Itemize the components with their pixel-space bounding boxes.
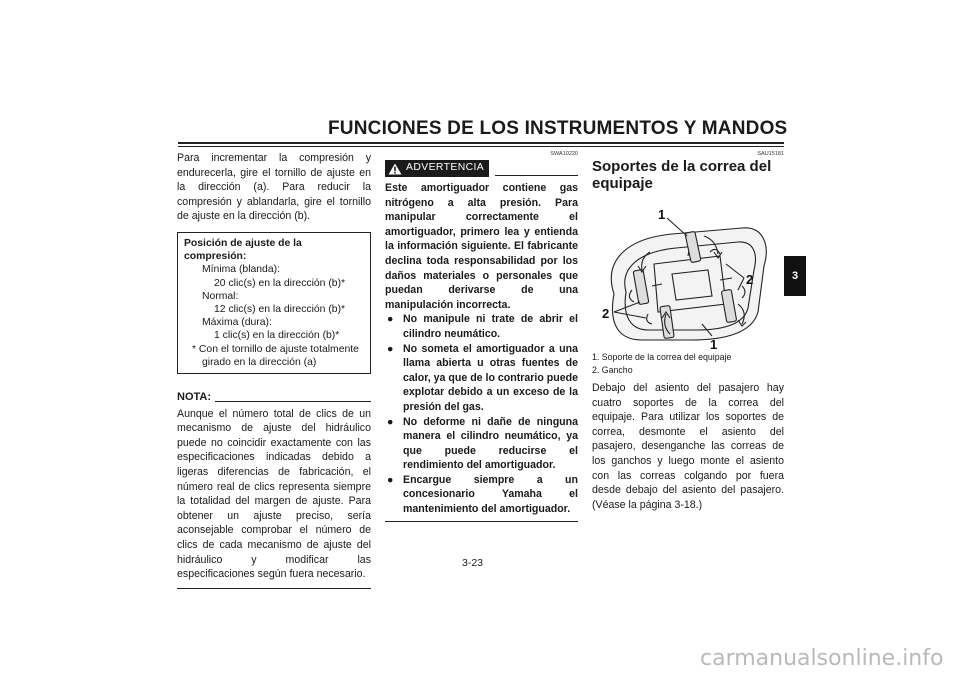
figure-label-one-top: 1 [658,207,666,222]
warning-triangle-icon [388,163,402,175]
warning-bullet [385,312,578,341]
page-header-title: FUNCIONES DE LOS INSTRUMENTOS Y MANDOS [328,118,788,139]
normal-value: 12 clic(s) en la dirección (b)* [214,303,346,315]
warning-code: SWA10220 [550,151,578,157]
nota-rule [215,401,371,402]
box-title: Posición de ajuste de la compresión: [184,237,302,263]
column-left [177,151,371,589]
normal-label: Normal: [202,290,239,302]
nota-heading [177,390,371,405]
max-label: Máxima (dura): [202,317,272,329]
nota-end-rule [177,588,371,589]
column-right [592,151,784,512]
header-rule-thick [178,142,784,144]
column-middle [385,151,578,522]
intro-paragraph: Para incrementar la compresión y endurecerla, gire el tornillo de ajuste en la dirección (a). Para reducir la compresión y ablandarla, gire el tornillo de ajuste en la dirección (b). [177,152,371,223]
warning-bullets [385,312,578,516]
warning-rule [495,175,578,176]
compression-settings-box [177,232,371,374]
caption-2: 2. Gancho [592,364,633,375]
bullet-text: No someta el amortiguador a una llama abierta u otras fuentes de calor, ya que de lo contrario puede explotar debido a un exceso de la presión del gas. [403,342,578,413]
warning-bullet [385,415,578,473]
caption-1: 1. Soporte de la correa del equipaje [592,352,732,362]
seat-underside-illustration [592,194,784,352]
warning-end-rule [385,521,578,522]
warning-text: Este amortiguador contiene gas nitrógeno a alta presión. Para manipular correctamente el amortiguador, primero lea y entienda la información siguiente. El fabricante declina toda responsabilidad por los daños materiales o personales que puedan derivarse de una manipulación incorrecta. [385,182,578,311]
footnote-line-1: * Con el tornillo de ajuste totalmente [192,343,359,355]
figure-label-two-left: 2 [602,306,610,321]
bullet-dot-icon: ● [387,342,394,355]
bullet-text: No deforme ni dañe de ninguna manera el cilindro neumático, ya que puede reducirse el rendimiento del amortiguador. [403,415,578,472]
nota-label: NOTA: [177,391,212,403]
section-body: Debajo del asiento del pasajero hay cuatro soportes de la correa del equipaje. Para utilizar los soportes de correa, desmonte el asiento del pasajero, desenganche las correas de los ganchos y luego monte el asiento con las correas colgando por fuera desde debajo del asiento del pasajero. (Véase la página 3-18.) [592,382,784,511]
watermark: carmanualsonline.info [700,646,944,671]
warning-bullet [385,342,578,415]
bullet-dot-icon: ● [387,415,394,428]
warning-heading [385,160,578,177]
max-value: 1 clic(s) en la dirección (b)* [214,330,340,342]
footnote-line-2: girado en la dirección (a) [202,356,317,368]
figure-label-one-bottom: 1 [710,337,718,352]
bullet-dot-icon: ● [387,473,394,486]
bullet-text: Encargue siempre a un concesionario Yamaha el mantenimiento del amortiguador. [403,473,578,516]
page-number: 3-23 [462,557,484,569]
header-rule-thin [178,146,784,147]
chapter-tab: 3 [784,256,806,296]
section-title: Soportes de la correa del equipaje [592,158,772,192]
nota-text: Aunque el número total de clics de un mecanismo de ajuste del hidráulico puede no coincidir exactamente con las especificaciones indicadas debido a ligeras diferencias de fabricación, el número real de clics representa siempre la totalidad del margen de ajuste. Para obtener un ajuste preciso, sería aconsejable comprobar el número de clics de cada mecanismo de ajuste del hidráulico y modificar las especificaciones según fuera necesario. [177,407,371,581]
bullet-dot-icon: ● [387,313,394,326]
luggage-strap-figure [592,194,784,352]
warning-bullet [385,473,578,517]
section-code: SAU15181 [757,151,784,157]
warning-badge [385,160,489,177]
figure-label-two-right: 2 [746,272,754,287]
bullet-text: No manipule ni trate de abrir el cilindro neumático. [403,313,578,340]
min-label: Mínima (blanda): [202,264,280,276]
figure-captions [592,351,784,376]
warning-label: ADVERTENCIA [406,162,485,174]
min-value: 20 clic(s) en la dirección (b)* [214,277,346,289]
